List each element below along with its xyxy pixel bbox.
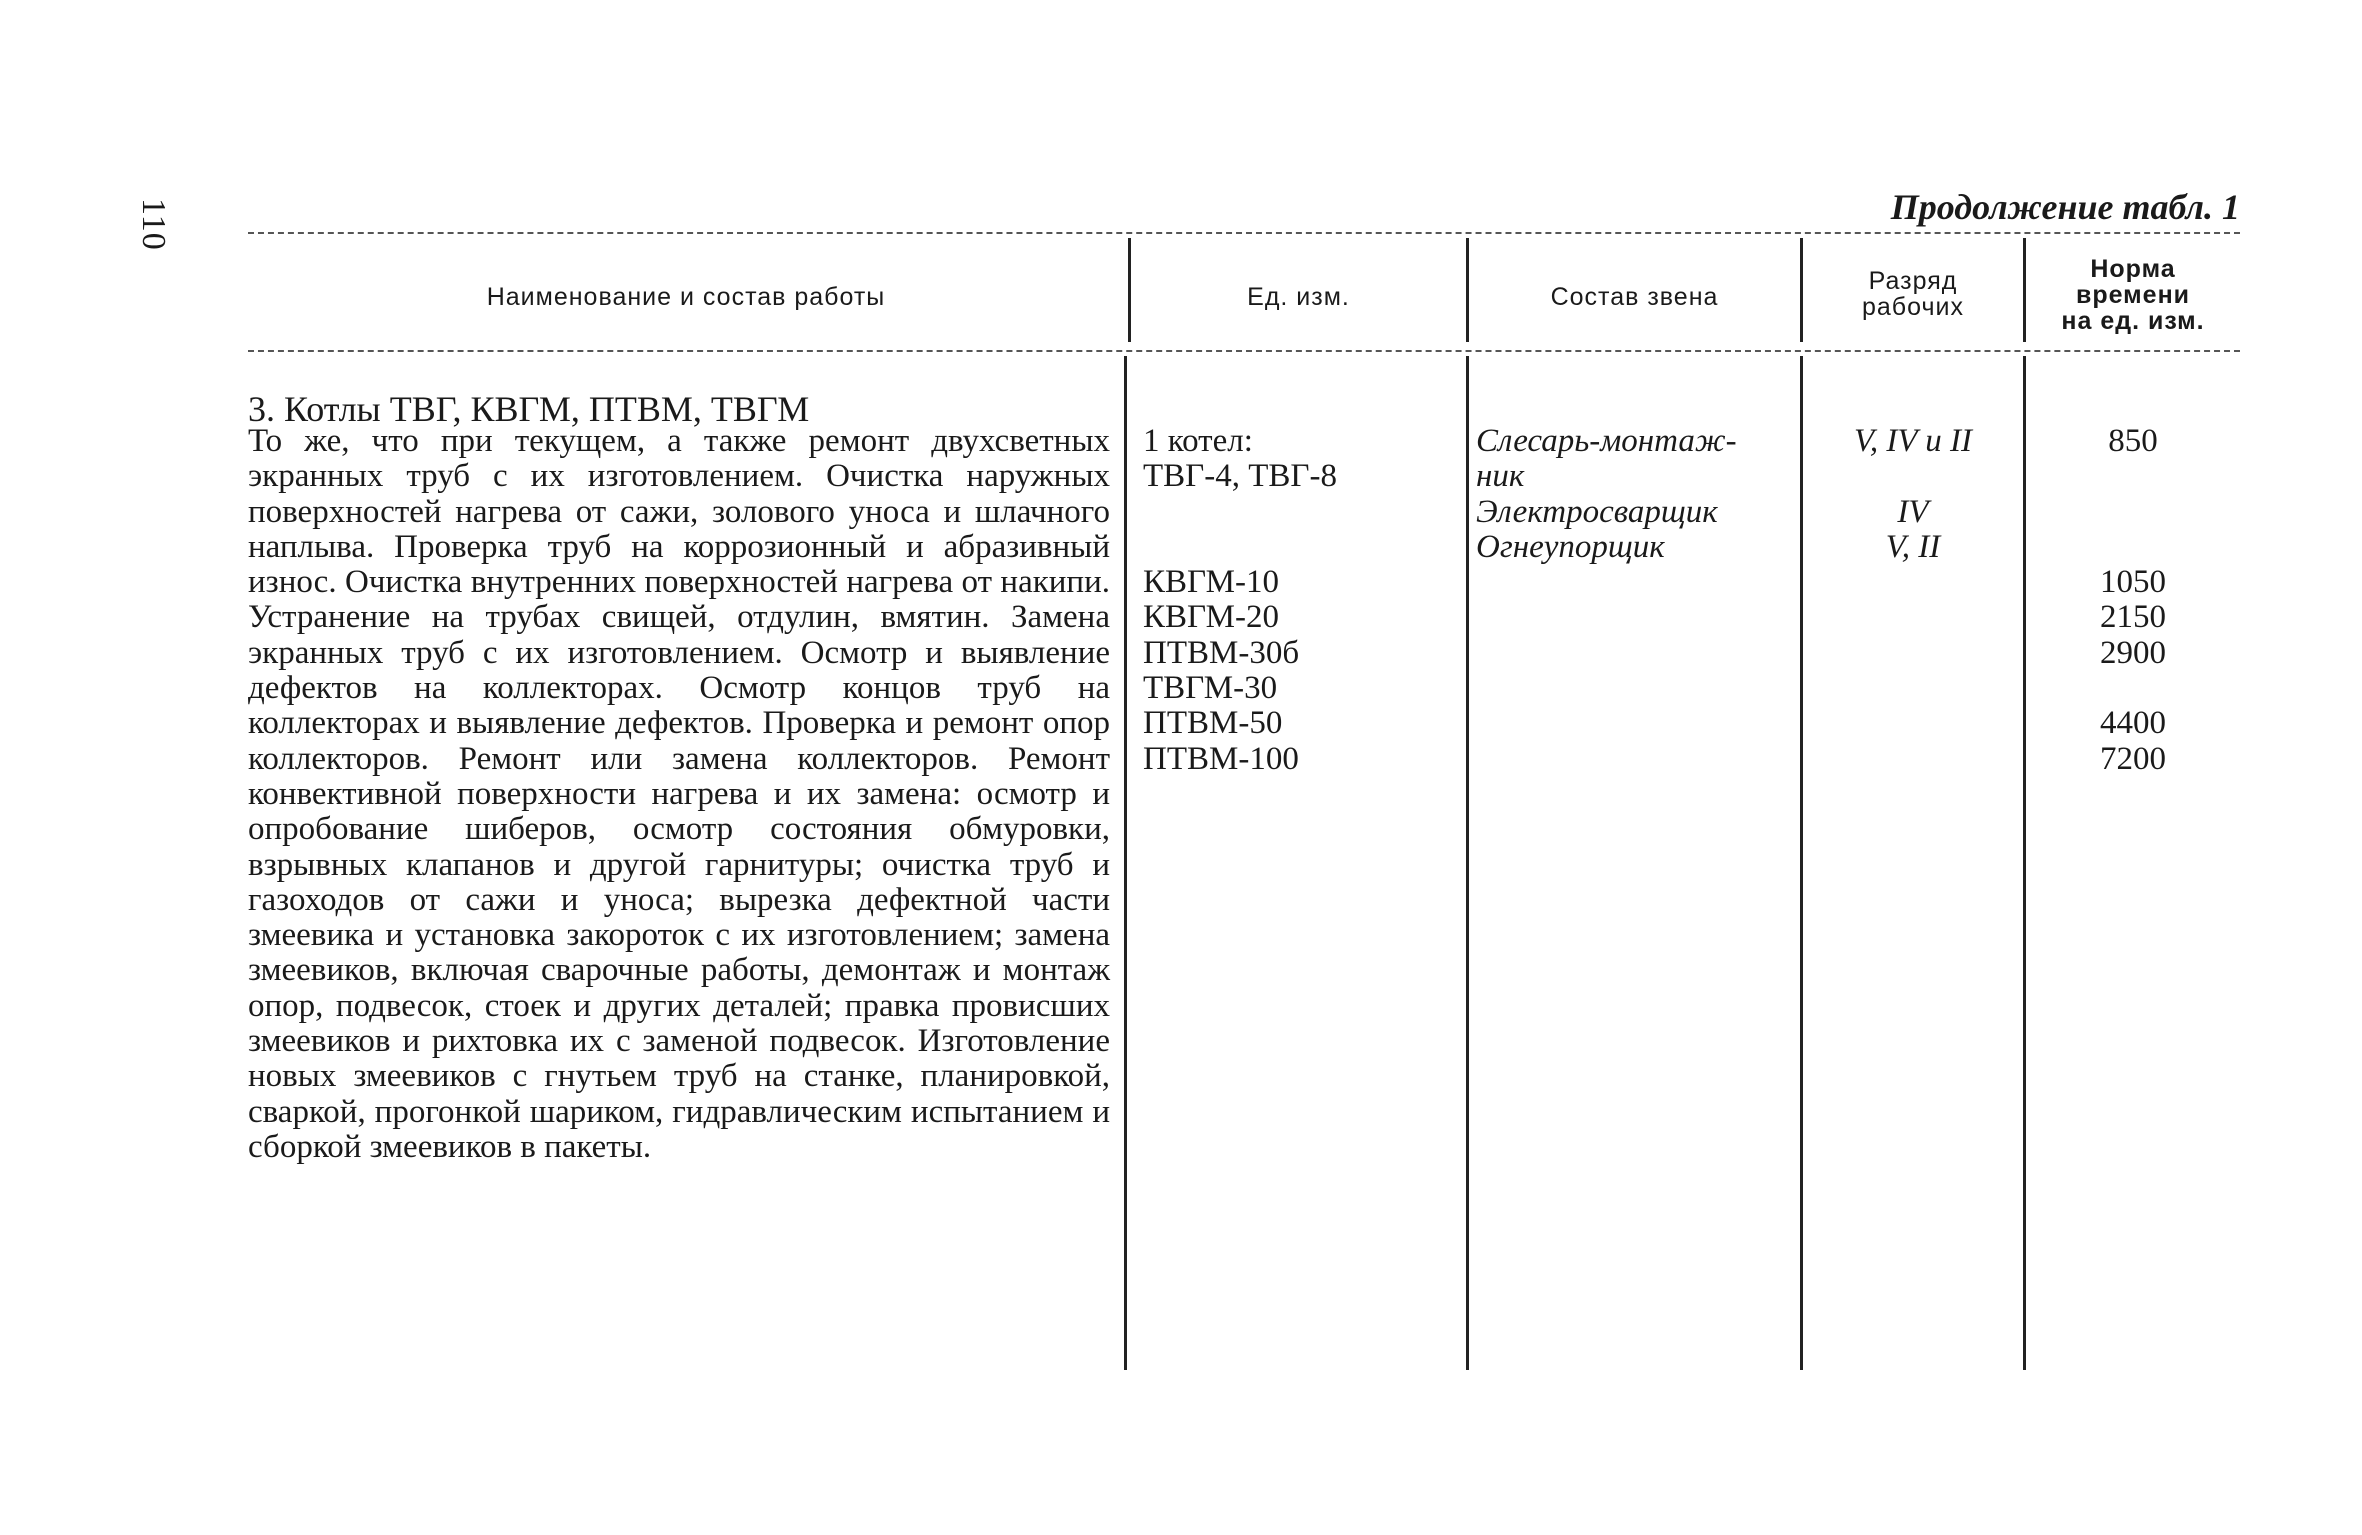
- norm-line: 4400: [2100, 705, 2166, 742]
- crew-line: Слесарь-монтаж-: [1476, 423, 1737, 459]
- continuation-label: Продолжение табл. 1: [1890, 187, 2240, 227]
- header-name: Наименование и состав работы: [486, 283, 886, 311]
- unit-line: ТВГМ-30: [1143, 670, 1278, 707]
- grade-line: V, IV и II: [1854, 423, 1972, 459]
- section-title: 3. Котлы ТВГ, КВГМ, ПТВМ, ТВГМ: [248, 389, 810, 429]
- norm-line: [2026, 495, 2240, 530]
- header-norm: [2026, 256, 2240, 334]
- norm-line: 7200: [2100, 740, 2166, 777]
- norm-line: [2026, 530, 2240, 565]
- norm-line: 850: [2108, 423, 2158, 459]
- header-norm-line-1: Норма: [2090, 255, 2176, 283]
- crew-line: ник: [1476, 458, 1525, 495]
- crew-line: Огнеупорщик: [1476, 528, 1665, 565]
- norm-line: 2150: [2100, 599, 2166, 636]
- header-grade-line-2: рабочих: [1862, 293, 1964, 321]
- crew-line: Электросварщик: [1476, 493, 1718, 530]
- unit-line: КВГМ-10: [1143, 564, 1279, 601]
- work-description: То же, что при текущем, а также ремонт двухсветных экранных труб с их изготовлением. Очистка наружных поверхностей нагрева от сажи, золового уноса и шлачного наплыва. Проверка труб на коррозионный и абразивный износ. Очистка внутренних поверхностей нагрева от накипи. Устранение на трубах свищей, отдулин, вмятин. Замена экранных труб с их изготовлением. Осмотр и выявление дефектов на коллекторах. Осмотр концов труб на коллекторах и выявление дефектов. Проверка и ремонт опор коллекторов. Ремонт или замена коллекторов. Ремонт конвективной поверхности нагрева и их замена: осмотр и опробование шиберов, осмотр состояния обмуровки, взрывных клапанов и другой гарнитуры; очистка труб и газоходов от сажи и уноса; вырезка дефектной части змеевика и установка закороток с их изготовлением; замена змеевиков, включая сварочные работы, демонтаж и монтаж опор, подвесок, стоек и других деталей; правка провисших змеевиков и рихтовка их с заменой подвесок. Изготовление новых змеевиков с гнутьем труб на станке, планировкой, сваркой, прогонкой шариком, гидравлическим испытанием и сборкой змеевиков в пакеты.: [248, 423, 1110, 1165]
- header-rule: [248, 350, 2240, 352]
- norm-line: [2026, 459, 2240, 494]
- body-divider-2: [1466, 356, 1469, 1370]
- crew-column: [1476, 424, 1796, 565]
- grade-line: V, II: [1885, 528, 1941, 565]
- header-grade: [1803, 268, 2023, 320]
- unit-line: 1 котел:: [1143, 423, 1253, 459]
- unit-line: ТВГ-4, ТВГ-8: [1143, 458, 1337, 495]
- grade-line: IV: [1897, 493, 1929, 530]
- body-divider-1: [1124, 356, 1127, 1370]
- header-crew: Состав звена: [1550, 283, 1719, 311]
- top-rule: [248, 232, 2240, 234]
- header-norm-line-3: на ед. изм.: [2061, 307, 2205, 335]
- unit-line: ПТВМ-50: [1143, 705, 1283, 742]
- norm-line: 1050: [2100, 564, 2166, 601]
- unit-line: ПТВМ-100: [1143, 740, 1299, 777]
- header-norm-line-2: времени: [2075, 281, 2191, 309]
- page-number: 110: [135, 198, 172, 251]
- unit-line: [1143, 495, 1461, 530]
- unit-column: [1143, 424, 1461, 777]
- grade-column: [1803, 424, 2023, 565]
- unit-line: ПТВМ-30б: [1143, 634, 1300, 671]
- header-unit: Ед. изм.: [1247, 283, 1350, 311]
- grade-line: [1803, 459, 2023, 494]
- unit-line: [1143, 530, 1461, 565]
- norm-line: 2900: [2100, 634, 2166, 671]
- norm-column: [2026, 424, 2240, 777]
- unit-line: КВГМ-20: [1143, 599, 1279, 636]
- norm-line: [2026, 671, 2240, 706]
- header-grade-line-1: Разряд: [1868, 267, 1958, 295]
